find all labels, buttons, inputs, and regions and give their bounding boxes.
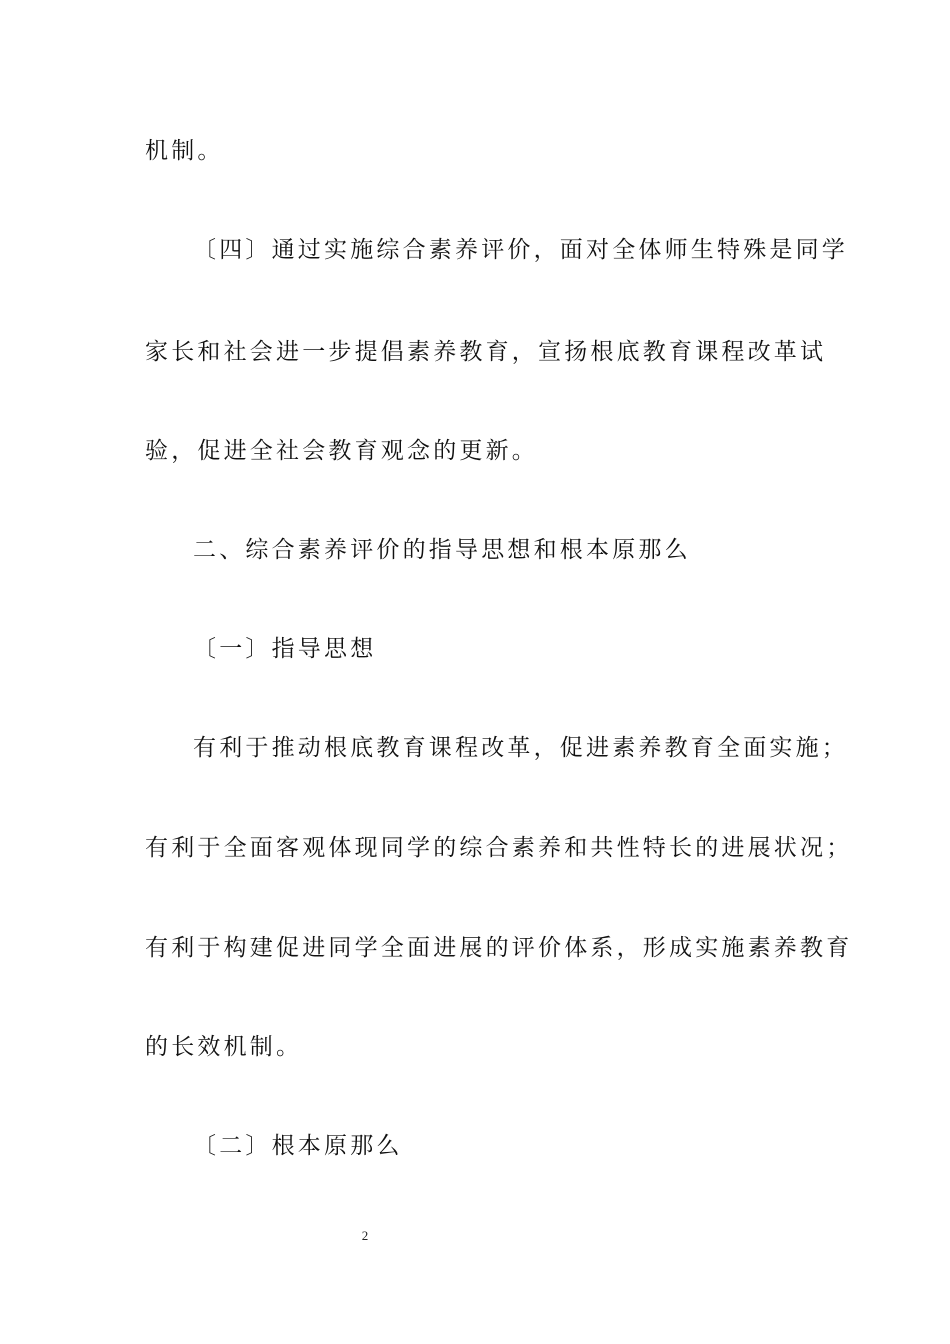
subsection-heading-1: 〔一〕指导思想: [193, 636, 377, 662]
text-line-8: 有利于全面客观体现同学的综合素养和共性特长的进展状况；: [145, 835, 853, 861]
text-line-1: 机制。: [145, 138, 224, 164]
text-line-2: 〔四〕通过实施综合素养评价，面对全体师生特殊是同学: [193, 237, 848, 263]
text-line-4: 验，促进全社会教育观念的更新。: [145, 438, 538, 464]
text-line-9: 有利于构建促进同学全面进展的评价体系，形成实施素养教育: [145, 935, 853, 961]
page-number: 2: [361, 1228, 369, 1243]
subsection-heading-2: 〔二〕根本原那么: [193, 1133, 403, 1159]
section-heading: 二、综合素养评价的指导思想和根本原那么: [193, 537, 691, 563]
text-line-7: 有利于推动根底教育课程改革，促进素养教育全面实施；: [193, 735, 848, 761]
text-line-10: 的长效机制。: [145, 1034, 303, 1060]
text-line-3: 家长和社会进一步提倡素养教育，宣扬根底教育课程改革试: [145, 339, 827, 365]
